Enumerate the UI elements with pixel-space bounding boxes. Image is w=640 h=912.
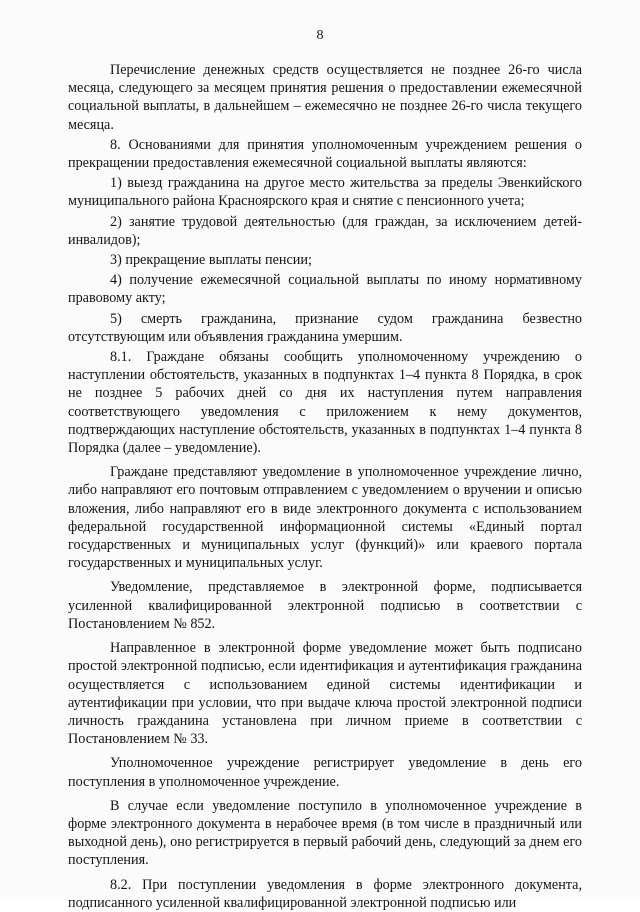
- paragraph-electronic-signature: Уведомление, представляемое в электронной форме, подписывается усиленной квалифицированной электронной подписью в соответствии с Постановлением № 852.: [68, 579, 582, 632]
- document-body: [68, 61, 582, 912]
- paragraph-section-8-2: 8.2. При поступлении уведомления в форме электронного документа, подписанного усиленной квалифицированной электронной подписью или: [68, 876, 582, 911]
- paragraph-simple-signature: Направленное в электронной форме уведомление может быть подписано простой электронной подписью, если идентификация и аутентификация гражданина осуществляется с использованием единой системы идентификации и аутентификации при условии, что при выдаче ключа простой электронной подписи личность гражданина установлена при личном приеме в соответствии с Постановлением № 33.: [68, 640, 582, 748]
- list-item-5: 5) смерть гражданина, признание судом гражданина безвестно отсутствующим или объявления гражданина умершим.: [68, 310, 582, 345]
- paragraph-nonworking-time: В случае если уведомление поступило в уполномоченное учреждение в форме электронного документа в нерабочее время (в том числе в праздничный или выходной день), оно регистрируется в первый рабочий день, следующий за днем его поступления.: [68, 797, 582, 869]
- list-item-2: 2) занятие трудовой деятельностью (для граждан, за исключением детей-инвалидов);: [68, 213, 582, 248]
- page-number: 8: [316, 28, 324, 43]
- list-item-3: 3) прекращение выплаты пенсии;: [110, 252, 312, 269]
- paragraph-registration: Уполномоченное учреждение регистрирует уведомление в день его поступления в уполномоченное учреждение.: [68, 755, 582, 790]
- paragraph-section-8: 8. Основаниями для принятия уполномоченным учреждением решения о прекращении предоставления ежемесячной социальной выплаты являются:: [68, 136, 582, 172]
- paragraph-submission-methods: Граждане представляют уведомление в уполномоченное учреждение лично, либо направляют его почтовым отправлением с уведомлением о вручении и описью вложения, либо направляют его в виде электронного документа с использованием федеральной государственной информационной системы «Единый портал государственных и муниципальных услуг (функций)» или краевого портала государственных и муниципальных услуг.: [68, 464, 582, 572]
- paragraph-section-8-1: 8.1. Граждане обязаны сообщить уполномоченному учреждению о наступлении обстоятельств, указанных в подпунктах 1–4 пункта 8 Порядка, в срок не позднее 5 рабочих дней со дня их наступления путем направления соответствующего уведомления с приложением к нему документов, подтверждающих наступление обстоятельств, указанных в подпунктах 1–4 пункта 8 Порядка (далее – уведомление).: [68, 349, 582, 457]
- paragraph-payment-date: Перечисление денежных средств осуществляется не позднее 26-го числа месяца, следующего за месяцем принятия решения о предоставлении ежемесячной социальной выплаты, в дальнейшем – ежемесячно не позднее 26-го числа текущего месяца.: [68, 62, 582, 133]
- list-item-1: 1) выезд гражданина на другое место жительства за пределы Эвенкийского муниципального района Красноярского края и снятие с пенсионного учета;: [68, 175, 582, 210]
- list-item-4: 4) получение ежемесячной социальной выплаты по иному нормативному правовому акту;: [68, 272, 582, 307]
